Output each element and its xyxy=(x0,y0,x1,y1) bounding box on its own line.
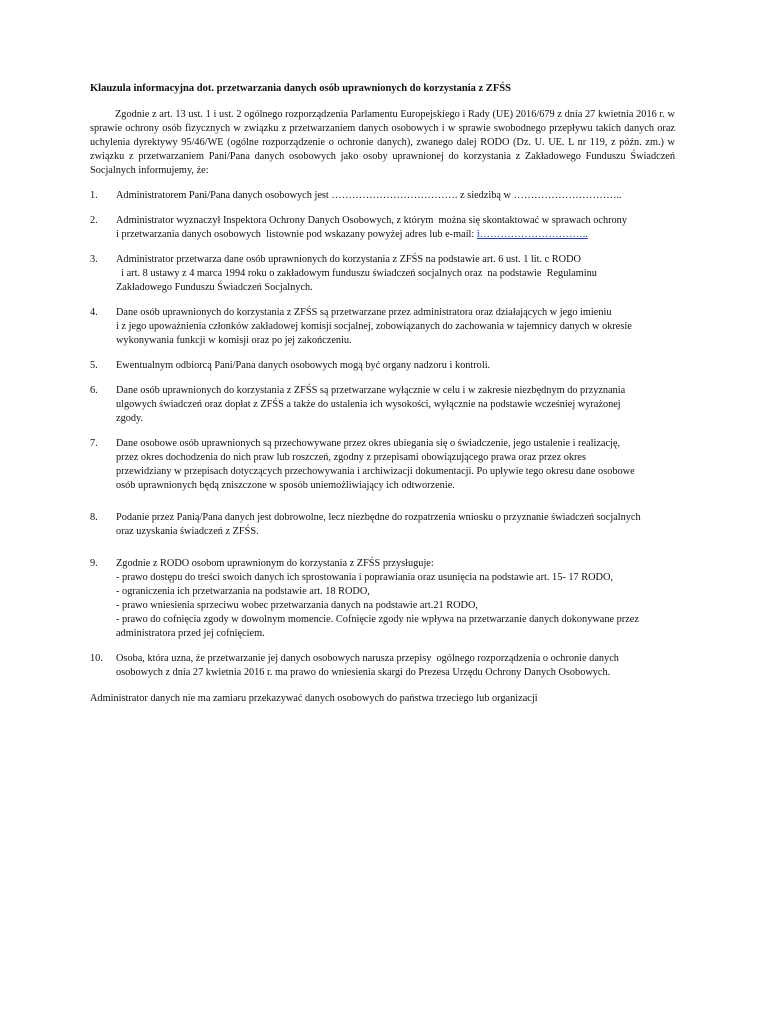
list-item-line xyxy=(116,613,675,627)
list-item-line xyxy=(116,320,675,334)
list-item-text: i z jego upoważnienia członków zakładowej komisji socjalnej, zobowiązanych do zachowania w tajemnicy danych w okresie xyxy=(116,321,632,332)
list-item-text: przewidziany w przepisach dotyczących przechowywania i archiwizacji dokumentacji. Po upływie tego okresu dane osobowe xyxy=(116,466,635,477)
list-item-number: 8. xyxy=(90,512,98,523)
list-item-text: - prawo dostępu do treści swoich danych ich sprostowania i poprawiania oraz usunięcia na podstawie art. 15- 17 RODO, xyxy=(116,572,613,583)
list-item-text: oraz uzyskania świadczeń z ZFŚS. xyxy=(116,526,259,537)
list-item-text: osobowych z dnia 27 kwietnia 2016 r. ma prawo do wniesienia skargi do Prezesa Urzędu Ochrony Danych Osobowych. xyxy=(116,667,611,678)
list-item-line xyxy=(116,627,675,641)
list-item-number: 7. xyxy=(90,438,98,449)
list-item-line xyxy=(116,253,675,267)
clause-list xyxy=(90,189,675,680)
list-item-line xyxy=(116,334,675,348)
list-item-line xyxy=(116,281,675,295)
list-item xyxy=(90,253,675,295)
list-item xyxy=(90,511,675,539)
email-link[interactable]: i………………………….. xyxy=(476,229,588,240)
list-item-line xyxy=(116,652,675,666)
list-item-text: - prawo wniesienia sprzeciwu wobec przetwarzania danych na podstawie art.21 RODO, xyxy=(116,600,478,611)
list-item-number: 5. xyxy=(90,360,98,371)
list-item-number: 1. xyxy=(90,190,98,201)
list-item-number: 3. xyxy=(90,254,98,265)
list-item xyxy=(90,359,675,373)
list-item-line xyxy=(116,465,675,479)
list-item-line xyxy=(116,412,675,426)
list-item-text: Zakładowego Funduszu Świadczeń Socjalnych. xyxy=(116,282,313,293)
list-item-text: Dane osobowe osób uprawnionych są przechowywane przez okres ubiegania się o świadczenie, jego ustalenie i realizację, xyxy=(116,438,621,449)
list-item-line xyxy=(116,525,675,539)
list-item-line xyxy=(116,359,675,373)
list-item-text: osób uprawnionych będą zniszczone w sposób uniemożliwiający ich odtworzenie. xyxy=(116,480,455,491)
list-item xyxy=(90,557,675,641)
list-item-text: i przetwarzania danych osobowych listownie pod wskazany powyżej adres lub e-mail: xyxy=(116,229,477,240)
list-item-text: i art. 8 ustawy z 4 marca 1994 roku o zakładowym funduszu świadczeń socjalnych oraz na podstawie Regulaminu xyxy=(116,268,597,279)
list-item-text: Administratorem Pani/Pana danych osobowych jest ………………………………. z siedzibą w ………………………….. xyxy=(116,190,622,201)
list-item-line xyxy=(116,557,675,571)
list-item-text: Administrator przetwarza dane osób uprawnionych do korzystania z ZFŚS na podstawie art. 6 ust. 1 lit. c RODO xyxy=(116,254,581,265)
list-item-line xyxy=(116,189,675,203)
list-item-text: Ewentualnym odbiorcą Pani/Pana danych osobowych mogą być organy nadzoru i kontroli. xyxy=(116,360,491,371)
document-title: Klauzula informacyjna dot. przetwarzania danych osób uprawnionych do korzystania z ZFŚS xyxy=(90,83,511,94)
list-item-line xyxy=(116,437,675,451)
intro-paragraph: Zgodnie z art. 13 ust. 1 i ust. 2 ogólnego rozporządzenia Parlamentu Europejskiego i Rady (UE) 2016/679 z dnia 27 kwietnia 2016 r. w sprawie ochrony osób fizycznych w związku z przetwarzaniem danych osobowych i w sprawie swobodnego przepływu takich danych oraz uchylenia dyrektywy 95/46/WE (ogólne rozporządzenie o ochronie danych), zwanego dalej RODO (Dz. U. UE. L nr 119, z późn. zm.) w związku z przetwarzaniem Pani/Pana danych osobowych jako osoby uprawnionej do korzystania z Zakładowego Funduszu Świadczeń Socjalnych informujemy, że: xyxy=(90,109,675,176)
document-page xyxy=(90,82,675,706)
list-item-line xyxy=(116,306,675,320)
list-item-text: - ograniczenia ich przetwarzania na podstawie art. 18 RODO, xyxy=(116,586,370,597)
list-item-number: 10. xyxy=(90,653,103,664)
list-item-line xyxy=(116,384,675,398)
list-item-line xyxy=(116,666,675,680)
list-item xyxy=(90,384,675,426)
list-item-line xyxy=(116,451,675,465)
list-item-line xyxy=(116,571,675,585)
list-item-line xyxy=(116,228,675,242)
list-item-text: Podanie przez Panią/Pana danych jest dobrowolne, lecz niezbędne do rozpatrzenia wniosku o przyznanie świadczeń socjalnych xyxy=(116,512,641,523)
list-item-text: wykonywania funkcji w komisji oraz po jej zakończeniu. xyxy=(116,335,352,346)
list-item-line xyxy=(116,479,675,493)
closing-statement: Administrator danych nie ma zamiaru przekazywać danych osobowych do państwa trzeciego lub organizacji xyxy=(90,693,538,704)
list-item-text: przez okres dochodzenia do nich praw lub roszczeń, zgodny z przepisami obowiązującego prawa oraz przez okres xyxy=(116,452,587,463)
list-item-text: Administrator wyznaczył Inspektora Ochrony Danych Osobowych, z którym można się skontaktować w sprawach ochrony xyxy=(116,215,627,226)
list-item-text: Zgodnie z RODO osobom uprawnionym do korzystania z ZFŚS przysługuje: xyxy=(116,558,434,569)
list-item-line xyxy=(116,511,675,525)
list-item-text: Osoba, która uzna, że przetwarzanie jej danych osobowych narusza przepisy ogólnego rozporządzenia o ochronie danych xyxy=(116,653,619,664)
list-item-line xyxy=(116,214,675,228)
list-item-line xyxy=(116,599,675,613)
list-item-number: 6. xyxy=(90,385,98,396)
list-item-text: Dane osób uprawnionych do korzystania z ZFŚS są przetwarzane wyłącznie w celu i w zakresie niezbędnym do przyznania xyxy=(116,385,626,396)
list-item xyxy=(90,306,675,348)
list-item-number: 9. xyxy=(90,558,98,569)
list-item-text: ulgowych świadczeń oraz dopłat z ZFŚS a także do ustalenia ich wysokości, wyłącznie na podstawie wcześniej wyrażonej xyxy=(116,399,621,410)
list-item xyxy=(90,652,675,680)
list-item-number: 4. xyxy=(90,307,98,318)
list-item-line xyxy=(116,585,675,599)
list-item-text: Dane osób uprawnionych do korzystania z ZFŚS są przetwarzane przez administratora oraz działających w jego imieniu xyxy=(116,307,612,318)
list-item-number: 2. xyxy=(90,215,98,226)
list-item xyxy=(90,437,675,493)
list-item xyxy=(90,189,675,203)
list-item-line xyxy=(116,398,675,412)
list-item-line xyxy=(116,267,675,281)
list-item-text: - prawo do cofnięcia zgody w dowolnym momencie. Cofnięcie zgody nie wpływa na przetwarzanie danych dokonywane przez xyxy=(116,614,639,625)
list-item xyxy=(90,214,675,242)
list-item-text: administratora przed jej cofnięciem. xyxy=(116,628,265,639)
list-item-text: zgody. xyxy=(116,413,144,424)
